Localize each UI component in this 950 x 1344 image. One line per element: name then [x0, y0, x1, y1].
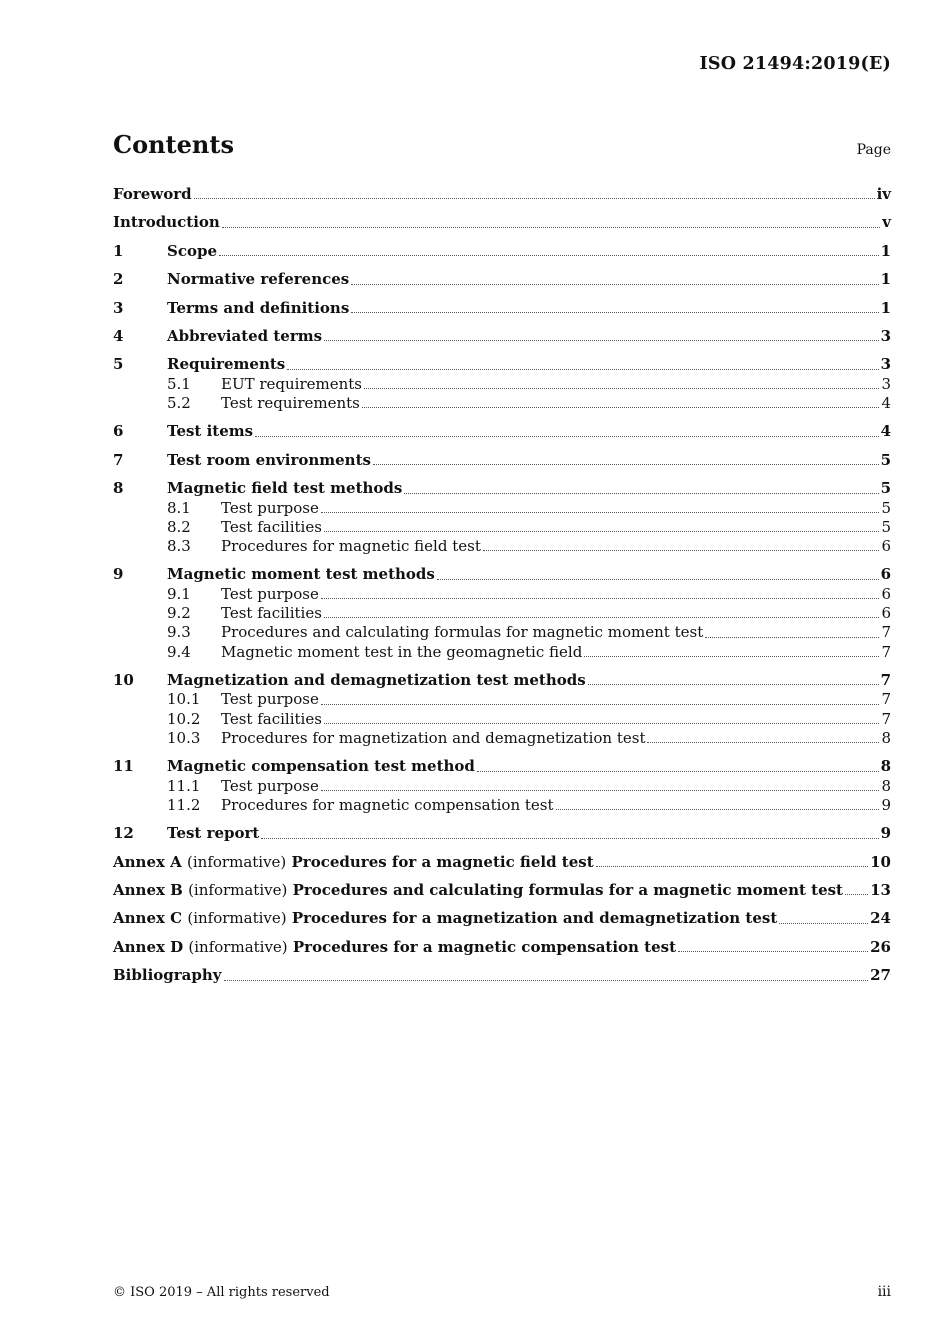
toc-number: 7 — [113, 450, 124, 469]
toc-title: Test items — [167, 422, 254, 441]
toc-entry-bibliography[interactable] — [113, 966, 891, 985]
toc-entry-section-11-1[interactable] — [113, 777, 891, 796]
dot-leader — [351, 311, 878, 313]
toc-number: 5.2 — [167, 394, 191, 413]
toc-entry-section-1[interactable] — [113, 242, 891, 261]
dot-leader — [364, 387, 879, 389]
toc-entry-section-10[interactable] — [113, 671, 891, 690]
toc-entry-section-3[interactable] — [113, 299, 891, 318]
toc-page: 9 — [881, 795, 891, 814]
dot-leader — [477, 770, 879, 772]
toc-number: 6 — [113, 422, 124, 441]
toc-page: 6 — [881, 537, 891, 556]
toc-entry-section-8[interactable] — [113, 479, 891, 498]
toc-title — [113, 853, 594, 872]
annex-type: (informative) — [187, 852, 287, 871]
toc-entry-section-9-4[interactable] — [113, 643, 891, 662]
dot-leader — [255, 435, 878, 437]
toc-page: 8 — [881, 776, 891, 795]
toc-title: Requirements — [167, 355, 286, 374]
dot-leader — [362, 406, 880, 408]
toc-entry-section-8-2[interactable] — [113, 518, 891, 537]
toc-number: 9.3 — [167, 623, 191, 642]
toc-page: 26 — [870, 937, 891, 956]
toc-number: 8.2 — [167, 517, 191, 536]
annex-label: Annex D — [113, 937, 184, 956]
dot-leader — [321, 511, 880, 513]
toc-title: Test purpose — [221, 776, 319, 795]
toc-title: Test room environments — [167, 450, 371, 469]
toc-entry-section-9[interactable] — [113, 565, 891, 584]
toc-number: 5 — [113, 355, 124, 374]
toc-entry-section-5-1[interactable] — [113, 375, 891, 394]
toc-number: 9 — [113, 565, 124, 584]
toc-entry-section-9-2[interactable] — [113, 604, 891, 623]
toc-title: Test purpose — [221, 584, 319, 603]
toc-page: v — [882, 213, 891, 232]
toc-title: Magnetic moment test in the geomagnetic field — [221, 642, 583, 661]
toc-page: 3 — [880, 355, 891, 374]
toc-number: 11.1 — [167, 776, 201, 795]
toc-title: Introduction — [113, 213, 220, 232]
toc-entry-section-10-1[interactable] — [113, 690, 891, 709]
toc-page: 3 — [881, 374, 891, 393]
toc-title: Procedures for magnetic compensation test — [221, 795, 554, 814]
dot-leader — [194, 197, 875, 199]
toc-entry-section-8-3[interactable] — [113, 537, 891, 556]
document-id: ISO 21494:2019(E) — [699, 54, 891, 74]
annex-title: Procedures and calculating formulas for a magnetic moment test — [292, 881, 843, 900]
toc-page: 6 — [880, 565, 891, 584]
toc-number: 10.2 — [167, 709, 201, 728]
toc-entry-section-5[interactable] — [113, 355, 891, 374]
toc-page: 13 — [870, 881, 891, 900]
toc-title: Procedures for magnetization and demagnetization test — [221, 728, 646, 747]
toc-number: 8.3 — [167, 537, 191, 556]
toc-page: 7 — [880, 670, 891, 689]
toc-title: Procedures and calculating formulas for magnetic moment test — [221, 623, 704, 642]
toc-entry-section-12[interactable] — [113, 824, 891, 843]
annex-label: Annex B — [113, 881, 183, 900]
toc-title: Test purpose — [221, 690, 319, 709]
toc-entry-section-11[interactable] — [113, 757, 891, 776]
dot-leader — [596, 865, 868, 867]
toc-page: 7 — [881, 690, 891, 709]
toc-entry-annex-d[interactable] — [113, 938, 891, 957]
dot-leader — [321, 703, 880, 705]
dot-leader — [321, 597, 880, 599]
toc-title: Magnetic field test methods — [167, 479, 403, 498]
toc-title: Bibliography — [113, 966, 222, 985]
toc-number: 10.3 — [167, 728, 201, 747]
toc-entry-section-5-2[interactable] — [113, 394, 891, 413]
toc-page: 1 — [880, 241, 891, 260]
toc-entry-section-2[interactable] — [113, 270, 891, 289]
toc-page: 27 — [870, 966, 891, 985]
dot-leader — [324, 530, 880, 532]
toc-page: 1 — [880, 270, 891, 289]
toc-title: Terms and definitions — [167, 298, 350, 317]
toc-number: 11 — [113, 757, 134, 776]
toc-page: 7 — [881, 623, 891, 642]
toc-title: Foreword — [113, 185, 192, 203]
dot-leader — [705, 636, 879, 638]
dot-leader — [351, 283, 878, 285]
toc-title: Scope — [167, 241, 218, 260]
annex-type: (informative) — [187, 909, 287, 928]
dot-leader — [324, 722, 880, 724]
dot-leader — [483, 549, 880, 551]
toc-title: EUT requirements — [221, 374, 363, 393]
toc-title: Test facilities — [221, 517, 322, 536]
dot-leader — [324, 339, 878, 341]
dot-leader — [678, 950, 868, 952]
dot-leader — [647, 741, 879, 743]
toc-page: 4 — [880, 422, 891, 441]
dot-leader — [219, 254, 879, 256]
toc-entry-annex-a[interactable] — [113, 853, 891, 872]
toc-number: 9.1 — [167, 584, 191, 603]
copyright-notice: © ISO 2019 – All rights reserved — [113, 1285, 330, 1300]
annex-label: Annex A — [113, 852, 182, 871]
toc-number: 12 — [113, 824, 134, 843]
toc-number: 11.2 — [167, 795, 201, 814]
toc-page: 24 — [870, 909, 891, 928]
toc-entry-section-10-2[interactable] — [113, 710, 891, 729]
toc-entry-section-7[interactable] — [113, 451, 891, 470]
toc-entry-annex-b[interactable] — [113, 881, 891, 900]
toc-title: Procedures for magnetic field test — [221, 537, 481, 556]
annex-title: Procedures for a magnetization and demagnetization test — [291, 909, 778, 928]
toc-entry-section-8-1[interactable] — [113, 499, 891, 518]
annex-type: (informative) — [188, 881, 288, 900]
annex-type: (informative) — [188, 937, 288, 956]
toc-entry-introduction[interactable] — [113, 213, 891, 232]
toc-page: 5 — [880, 450, 891, 469]
toc-number: 9.2 — [167, 604, 191, 623]
annex-title: Procedures for a magnetic compensation test — [292, 937, 677, 956]
toc-page: 6 — [881, 584, 891, 603]
dot-leader — [222, 226, 880, 228]
annex-title: Procedures for a magnetic field test — [291, 852, 594, 871]
page-column-label: Page — [856, 142, 891, 158]
toc-page: 7 — [881, 642, 891, 661]
dot-leader — [845, 893, 868, 895]
annex-label: Annex C — [113, 909, 183, 928]
table-of-contents — [113, 185, 891, 986]
toc-page: 10 — [870, 852, 891, 871]
toc-page: 8 — [881, 728, 891, 747]
dot-leader — [287, 368, 878, 370]
toc-number: 3 — [113, 298, 124, 317]
dot-leader — [224, 979, 869, 981]
toc-title: Normative references — [167, 270, 350, 289]
toc-title: Magnetization and demagnetization test methods — [167, 670, 586, 689]
toc-entry-section-6[interactable] — [113, 422, 891, 441]
dot-leader — [261, 837, 878, 839]
contents-heading: Contents — [113, 130, 234, 159]
toc-number: 8.1 — [167, 498, 191, 517]
toc-number: 4 — [113, 326, 124, 345]
toc-title: Test facilities — [221, 604, 322, 623]
dot-leader — [324, 616, 880, 618]
toc-title: Abbreviated terms — [167, 326, 323, 345]
toc-number: 1 — [113, 241, 124, 260]
toc-entry-section-9-1[interactable] — [113, 585, 891, 604]
toc-page: 3 — [880, 326, 891, 345]
dot-leader — [584, 655, 879, 657]
toc-number: 5.1 — [167, 374, 191, 393]
dot-leader — [373, 463, 879, 465]
toc-page: 5 — [881, 517, 891, 536]
page-number: iii — [877, 1284, 891, 1300]
dot-leader — [437, 578, 879, 580]
toc-title: Magnetic compensation test method — [167, 757, 475, 776]
toc-number: 2 — [113, 270, 124, 289]
toc-page: 7 — [881, 709, 891, 728]
toc-entry-foreword[interactable] — [113, 185, 891, 204]
toc-entry-section-10-3[interactable] — [113, 729, 891, 748]
toc-entry-annex-c[interactable] — [113, 909, 891, 928]
dot-leader — [556, 808, 880, 810]
toc-number: 10.1 — [167, 690, 201, 709]
toc-entry-section-4[interactable] — [113, 327, 891, 346]
dot-leader — [404, 492, 878, 494]
toc-page: iv — [876, 185, 891, 203]
toc-page: 9 — [880, 824, 891, 843]
dot-leader — [588, 683, 879, 685]
toc-page: 8 — [880, 757, 891, 776]
toc-title: Test facilities — [221, 709, 322, 728]
toc-page: 5 — [880, 479, 891, 498]
toc-title — [113, 909, 777, 928]
toc-number: 8 — [113, 479, 124, 498]
toc-number: 9.4 — [167, 642, 191, 661]
toc-number: 10 — [113, 670, 134, 689]
dot-leader — [321, 789, 880, 791]
toc-entry-section-11-2[interactable] — [113, 796, 891, 815]
toc-title — [113, 881, 843, 900]
toc-page: 4 — [881, 394, 891, 413]
toc-title: Test requirements — [221, 394, 360, 413]
toc-page: 1 — [880, 298, 891, 317]
toc-entry-section-9-3[interactable] — [113, 623, 891, 642]
toc-title: Magnetic moment test methods — [167, 565, 435, 584]
toc-page: 6 — [881, 604, 891, 623]
toc-page: 5 — [881, 498, 891, 517]
toc-title: Test purpose — [221, 498, 319, 517]
dot-leader — [779, 922, 868, 924]
toc-title: Test report — [167, 824, 260, 843]
toc-title — [113, 938, 676, 957]
